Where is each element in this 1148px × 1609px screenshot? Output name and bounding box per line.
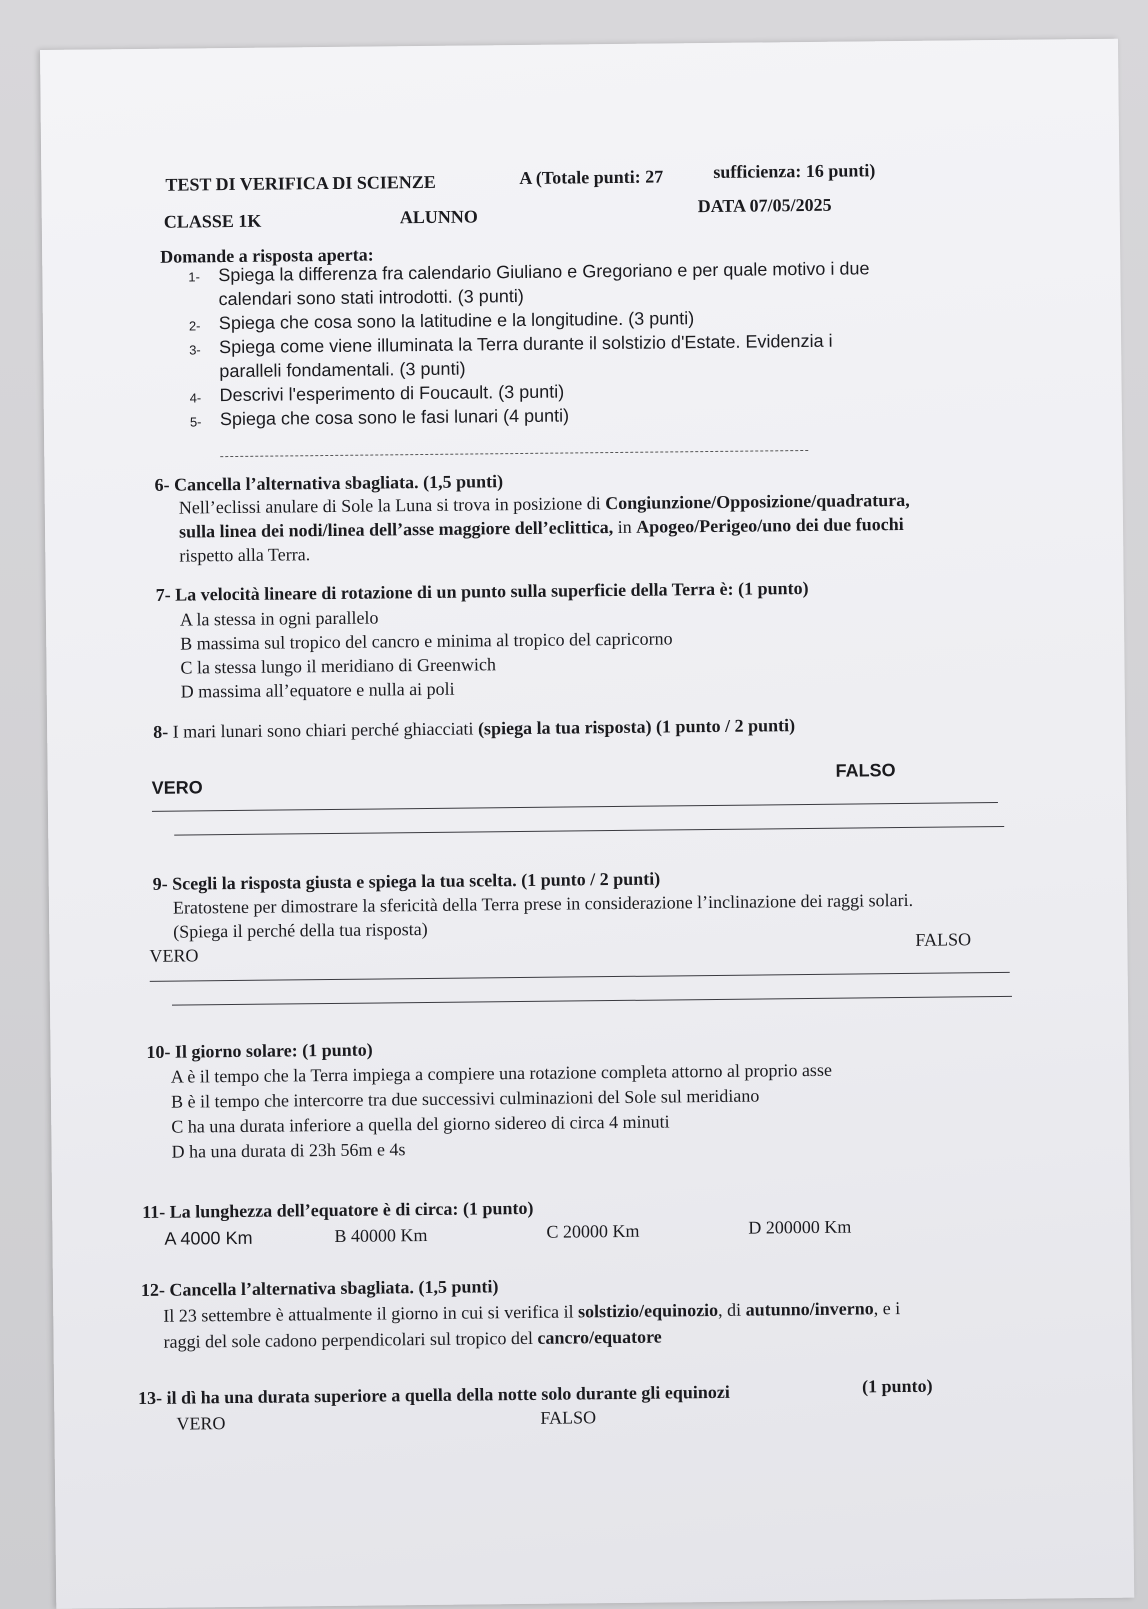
q7-option-a[interactable]: A la stessa in ogni parallelo <box>179 607 379 630</box>
question-number: 5- <box>189 414 202 430</box>
q12-choice-solstice[interactable]: solstizio/equinozio <box>578 1299 719 1322</box>
q12-line-2 <box>163 1326 661 1353</box>
divider-line <box>220 450 808 457</box>
date-label: DATA 07/05/2025 <box>697 194 832 217</box>
q12-choice-tropic[interactable]: cancro/equatore <box>537 1326 662 1348</box>
open-question-3-cont: paralleli fondamentali. (3 punti) <box>219 358 466 382</box>
q8-false[interactable]: FALSO <box>835 760 896 781</box>
q8-answer-line-2[interactable] <box>174 826 1004 836</box>
q10-title: 10- Il giorno solare: (1 punto) <box>146 1039 373 1062</box>
open-question-1-cont: calendari sono stati introdotti. (3 punti) <box>218 285 524 310</box>
q12-line-1 <box>163 1297 900 1327</box>
q12-line-1-part-c: , di <box>718 1299 746 1320</box>
q7-title: 7- La velocità lineare di rotazione di un punto sulla superficie della Terra è: (1 punto) <box>155 577 809 605</box>
q9-answer-line-1[interactable] <box>150 972 1010 982</box>
open-question-1: Spiega la differenza fra calendario Giuliano e Gregoriano e per quale motivo i due <box>218 258 870 286</box>
q11-option-d[interactable]: D 200000 Km <box>748 1216 852 1238</box>
q12-choice-season[interactable]: autunno/inverno <box>745 1298 874 1320</box>
q9-title: 9- Scegli la risposta giusta e spiega la tua scelta. (1 punto / 2 punti) <box>152 868 661 894</box>
q6-line-1-plain: Nell’eclissi anulare di Sole la Luna si trova in posizione di <box>178 493 606 518</box>
q7-option-c[interactable]: C la stessa lungo il meridiano di Greenwich <box>180 654 496 678</box>
q8-number: 8- <box>153 721 169 742</box>
q7-option-b[interactable]: B massima sul tropico del cancro e minima al tropico del capricorno <box>180 628 673 654</box>
test-title: TEST DI VERIFICA DI SCIENZE <box>165 171 436 195</box>
q13-false[interactable]: FALSO <box>540 1407 597 1428</box>
q6-title: 6- Cancella l’alternativa sbagliata. (1,5 punti) <box>154 471 504 495</box>
q8-true[interactable]: VERO <box>151 777 203 798</box>
q11-option-b[interactable]: B 40000 Km <box>334 1225 428 1246</box>
open-question-4: Descrivi l'esperimento di Foucault. (3 punti) <box>219 381 565 406</box>
q12-line-1-part-a: Il 23 settembre è attualmente il giorno in cui si verifica il <box>163 1301 579 1326</box>
q7-option-d[interactable]: D massima all’equatore e nulla ai poli <box>180 678 455 702</box>
q11-title: 11- La lunghezza dell’equatore è di circa: (1 punto) <box>142 1197 534 1222</box>
q6-choice-position[interactable]: Congiunzione/Opposizione/quadratura, <box>605 489 910 514</box>
q13-title: 13- il dì ha una durata superiore a quella della notte solo durante gli equinozi <box>138 1381 730 1409</box>
question-number: 3- <box>189 342 201 358</box>
class-label: CLASSE 1K <box>163 210 262 232</box>
open-question-5: Spiega che cosa sono le fasi lunari (4 punti) <box>219 405 570 430</box>
pass-mark: sufficienza: 16 punti) <box>713 160 876 182</box>
test-sheet <box>40 39 1134 1609</box>
question-number: 1- <box>188 269 201 285</box>
open-question-3: Spiega come viene illuminata la Terra durante il solstizio d'Estate. Evidenzia i <box>219 330 833 358</box>
q10-option-b[interactable]: B è il tempo che intercorre tra due successivi culminazioni del Sole sul meridiano <box>170 1085 760 1112</box>
q8-line <box>153 714 795 743</box>
q13-true[interactable]: VERO <box>176 1413 226 1434</box>
q8-answer-line-1[interactable] <box>152 802 998 812</box>
q10-option-d[interactable]: D ha una durata di 23h 56m e 4s <box>171 1139 406 1162</box>
q8-instruction: (spiega la tua risposta) (1 punto / 2 punti) <box>477 715 796 739</box>
q11-option-a[interactable]: A 4000 Km <box>164 1227 253 1249</box>
q9-answer-line-2[interactable] <box>172 996 1012 1006</box>
q9-true[interactable]: VERO <box>149 945 199 966</box>
q8-statement: I mari lunari sono chiari perché ghiacciati <box>172 718 479 742</box>
q10-option-c[interactable]: C ha una durata inferiore a quella del giorno sidereo di circa 4 minuti <box>171 1111 670 1137</box>
q6-choice-apogee[interactable]: Apogeo/Perigeo/uno dei due fuochi <box>636 513 904 537</box>
q10-option-a[interactable]: A è il tempo che la Terra impiega a compiere una rotazione completa attorno al proprio asse <box>170 1059 832 1087</box>
test-version: A (Totale punti: 27 <box>519 166 664 188</box>
q12-line-1-part-e: , e i <box>873 1298 901 1319</box>
q9-instruction: (Spiega il perché della tua risposta) <box>173 918 428 942</box>
q13-points: (1 punto) <box>861 1375 933 1397</box>
q9-false[interactable]: FALSO <box>915 929 972 950</box>
q6-line-3: rispetto alla Terra. <box>179 544 311 566</box>
q6-line-2-plain: in <box>613 516 637 538</box>
q9-statement: Eratostene per dimostrare la sfericità della Terra prese in considerazione l’inclinazione dei raggi solari. <box>172 889 914 918</box>
student-label: ALUNNO <box>399 206 478 228</box>
question-number: 4- <box>189 390 202 406</box>
open-question-2: Spiega che cosa sono la latitudine e la longitudine. (3 punti) <box>218 308 695 334</box>
q11-option-c[interactable]: C 20000 Km <box>546 1220 640 1242</box>
open-questions-heading: Domande a risposta aperta: <box>160 244 374 267</box>
q6-choice-line[interactable]: sulla linea dei nodi/linea dell’asse maggiore dell’eclittica, <box>178 517 614 542</box>
q12-title: 12- Cancella l’alternativa sbagliata. (1,5 punti) <box>140 1276 499 1301</box>
q12-line-2-part-a: raggi del sole cadono perpendicolari sul tropico del <box>163 1327 538 1352</box>
question-number: 2- <box>188 318 201 334</box>
